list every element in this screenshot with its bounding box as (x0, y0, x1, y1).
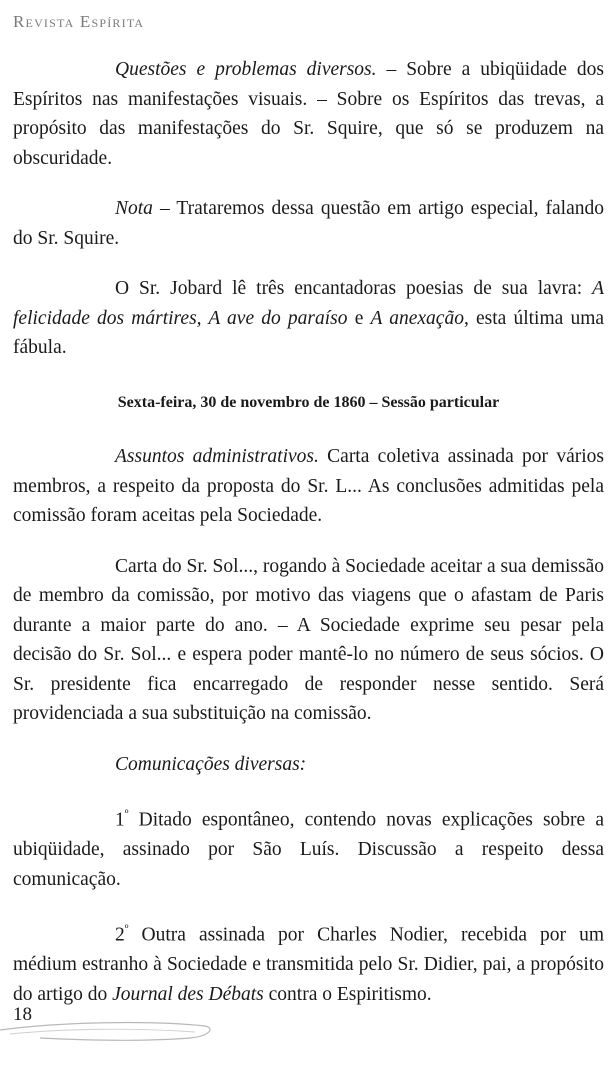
paragraph-item-1 (13, 800, 604, 894)
paragraph-text: Ditado espontâneo, contendo novas explicações sobre a ubiqüidade, assinado por São Luís. Discussão a respeito dessa comunicação. (13, 809, 604, 890)
paragraph-text: O Sr. Jobard lê três encantadoras poesias de sua lavra: (115, 278, 593, 299)
paragraph-text: – Trataremos dessa questão em artigo especial, falando do Sr. Squire. (13, 198, 604, 249)
ordinal-mark: º (124, 922, 129, 936)
journal-title: Journal des Débats (112, 983, 264, 1005)
poem-title: A anexação (370, 307, 464, 329)
paragraph-text: e (347, 307, 371, 329)
decorative-swoosh (0, 1008, 240, 1048)
italic-lead: Comunicações diversas: (115, 753, 307, 775)
paragraph-text: Outra assinada por Charles Nodier, recebida por um médium estranho à Sociedade e transmitida pelo Sr. Didier, pai, a propósito do artigo do (13, 924, 604, 1005)
paragraph-questions (13, 55, 604, 173)
ordinal-mark: º (124, 807, 129, 821)
page-body (13, 55, 604, 1009)
italic-lead: Assuntos administrativos. (115, 446, 319, 467)
paragraph-text: , esta última uma fábula. (13, 307, 605, 358)
item-number: 1 (115, 809, 125, 831)
page-number: 18 (13, 1004, 32, 1025)
paragraph-text: – Sobre a ubiqüidade dos Espíritos nas manifestações visuais. – Sobre os Espíritos das trevas, a propósito das manifestações do Sr. Squire, que só se produzem na obscuridade. (13, 59, 604, 169)
poem-titles: A felicidade dos mártires, A ave do paraíso (13, 278, 604, 329)
paragraph-jobard (13, 274, 604, 363)
paragraph-communications (13, 750, 604, 780)
paragraph-note (13, 194, 604, 253)
paragraph-letter: Carta do Sr. Sol..., rogando à Sociedade aceitar a sua demissão de membro da comissão, por motivo das viagens que o afastam de Paris durante a maior parte do ano. – A Sociedade exprime seu pesar pela decisão do Sr. Sol... e espera poder mantê-lo no número de seus sócios. O Sr. presidente fica encarregado de responder nesse sentido. Será providenciada a sua substituição na comissão. (13, 555, 604, 724)
session-heading: Sexta-feira, 30 de novembro de 1860 – Sessão particular (117, 393, 500, 411)
paragraph-admin (13, 442, 604, 531)
item-number: 2 (115, 924, 125, 946)
paragraph-item-2 (13, 915, 604, 1009)
running-header: Revista Espírita (13, 12, 145, 31)
paragraph-text: contra o Espiritismo. (263, 983, 432, 1005)
italic-lead: Questões e problemas diversos. (115, 59, 377, 80)
italic-lead: Nota (115, 198, 153, 219)
paragraph-text: Carta coletiva assinada por vários membros, a respeito da proposta do Sr. L... As conclusões admitidas pela comissão foram aceitas pela Sociedade. (13, 446, 604, 526)
